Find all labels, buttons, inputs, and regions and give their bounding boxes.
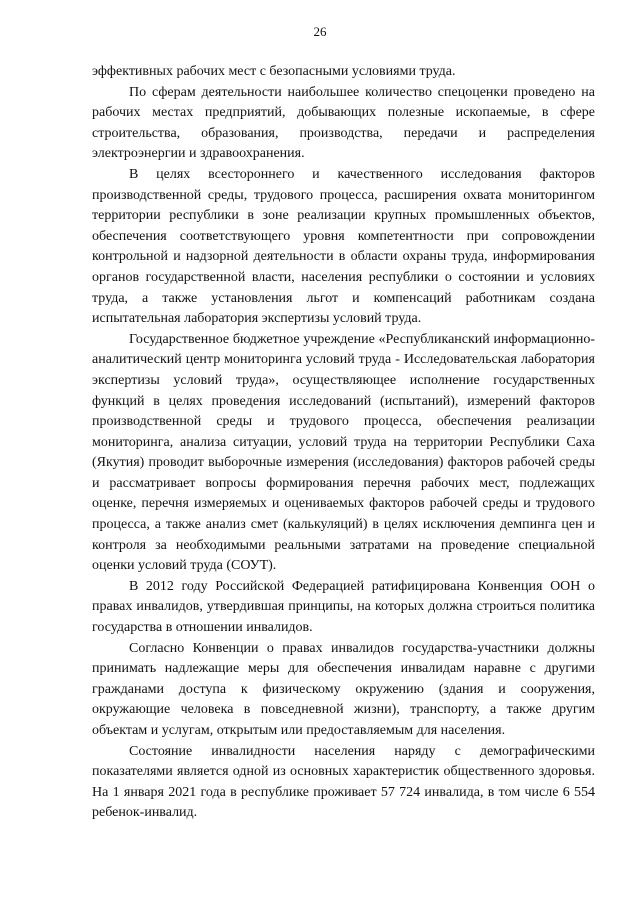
page-number: 26 — [313, 24, 327, 39]
document-body — [92, 62, 595, 824]
paragraph-continuation: эффективных рабочих мест с безопасными условиями труда. — [92, 64, 456, 79]
paragraph: В 2012 году Российской Федерацией ратифицирована Конвенция ООН о правах инвалидов, утвердившая принципы, на которых должна строиться политика государства в отношении инвалидов. — [92, 578, 595, 636]
paragraph: Согласно Конвенции о правах инвалидов государства-участники должны принимать надлежащие меры для обеспечения инвалидам наравне с другими гражданами доступа к физическому окружению (здания и сооружения, окружающие человека в повседневной жизни), транспорту, а также другим объектам и услугам, открытым или предоставляемым для населения. — [92, 640, 595, 738]
paragraph: По сферам деятельности наибольшее количество спецоценки проведено на рабочих местах предприятий, добывающих полезные ископаемые, в сфере строительства, образования, производства, передачи и распределения электроэнергии и здравоохранения. — [92, 84, 595, 162]
paragraph: В целях всестороннего и качественного исследования факторов производственной среды, трудового процесса, расширения охвата мониторингом территории республики в зоне реализации крупных промышленных объектов, обеспечения соответствующего уровня компетентности при сопровождении контрольной и надзорной деятельности в области охраны труда, информирования органов государственной власти, населения республики о состоянии и условиях труда, а также установления льгот и компенсаций работникам создана испытательная лаборатория экспертизы условий труда. — [92, 166, 595, 327]
paragraph: Состояние инвалидности населения наряду с демографическими показателями является одной из основных характеристик общественного здоровья. На 1 января 2021 года в республике проживает 57 724 инвалида, в том числе 6 554 ребенок-инвалид. — [92, 743, 595, 821]
paragraph: Государственное бюджетное учреждение «Республиканский информационно-аналитический центр мониторинга условий труда - Исследовательская лаборатория экспертизы условий труда», осуществляющее исполнение государственных функций в целях проведения исследований (испытаний), измерений факторов производственной среды и трудового процесса, обеспечения реализации мониторинга, анализа ситуации, условий труда на территории Республики Саха (Якутия) проводит выборочные измерения (исследования) факторов рабочей среды и рассматривает вопросы формирования перечня рабочих мест, подлежащих оценке, перечня измеряемых и оцениваемых факторов рабочей среды и трудового процесса, а также анализ смет (калькуляций) в целях исключения демпинга цен и контроля за необходимыми реальными затратами на проведение специальной оценки условий труда (СОУТ). — [92, 331, 595, 574]
